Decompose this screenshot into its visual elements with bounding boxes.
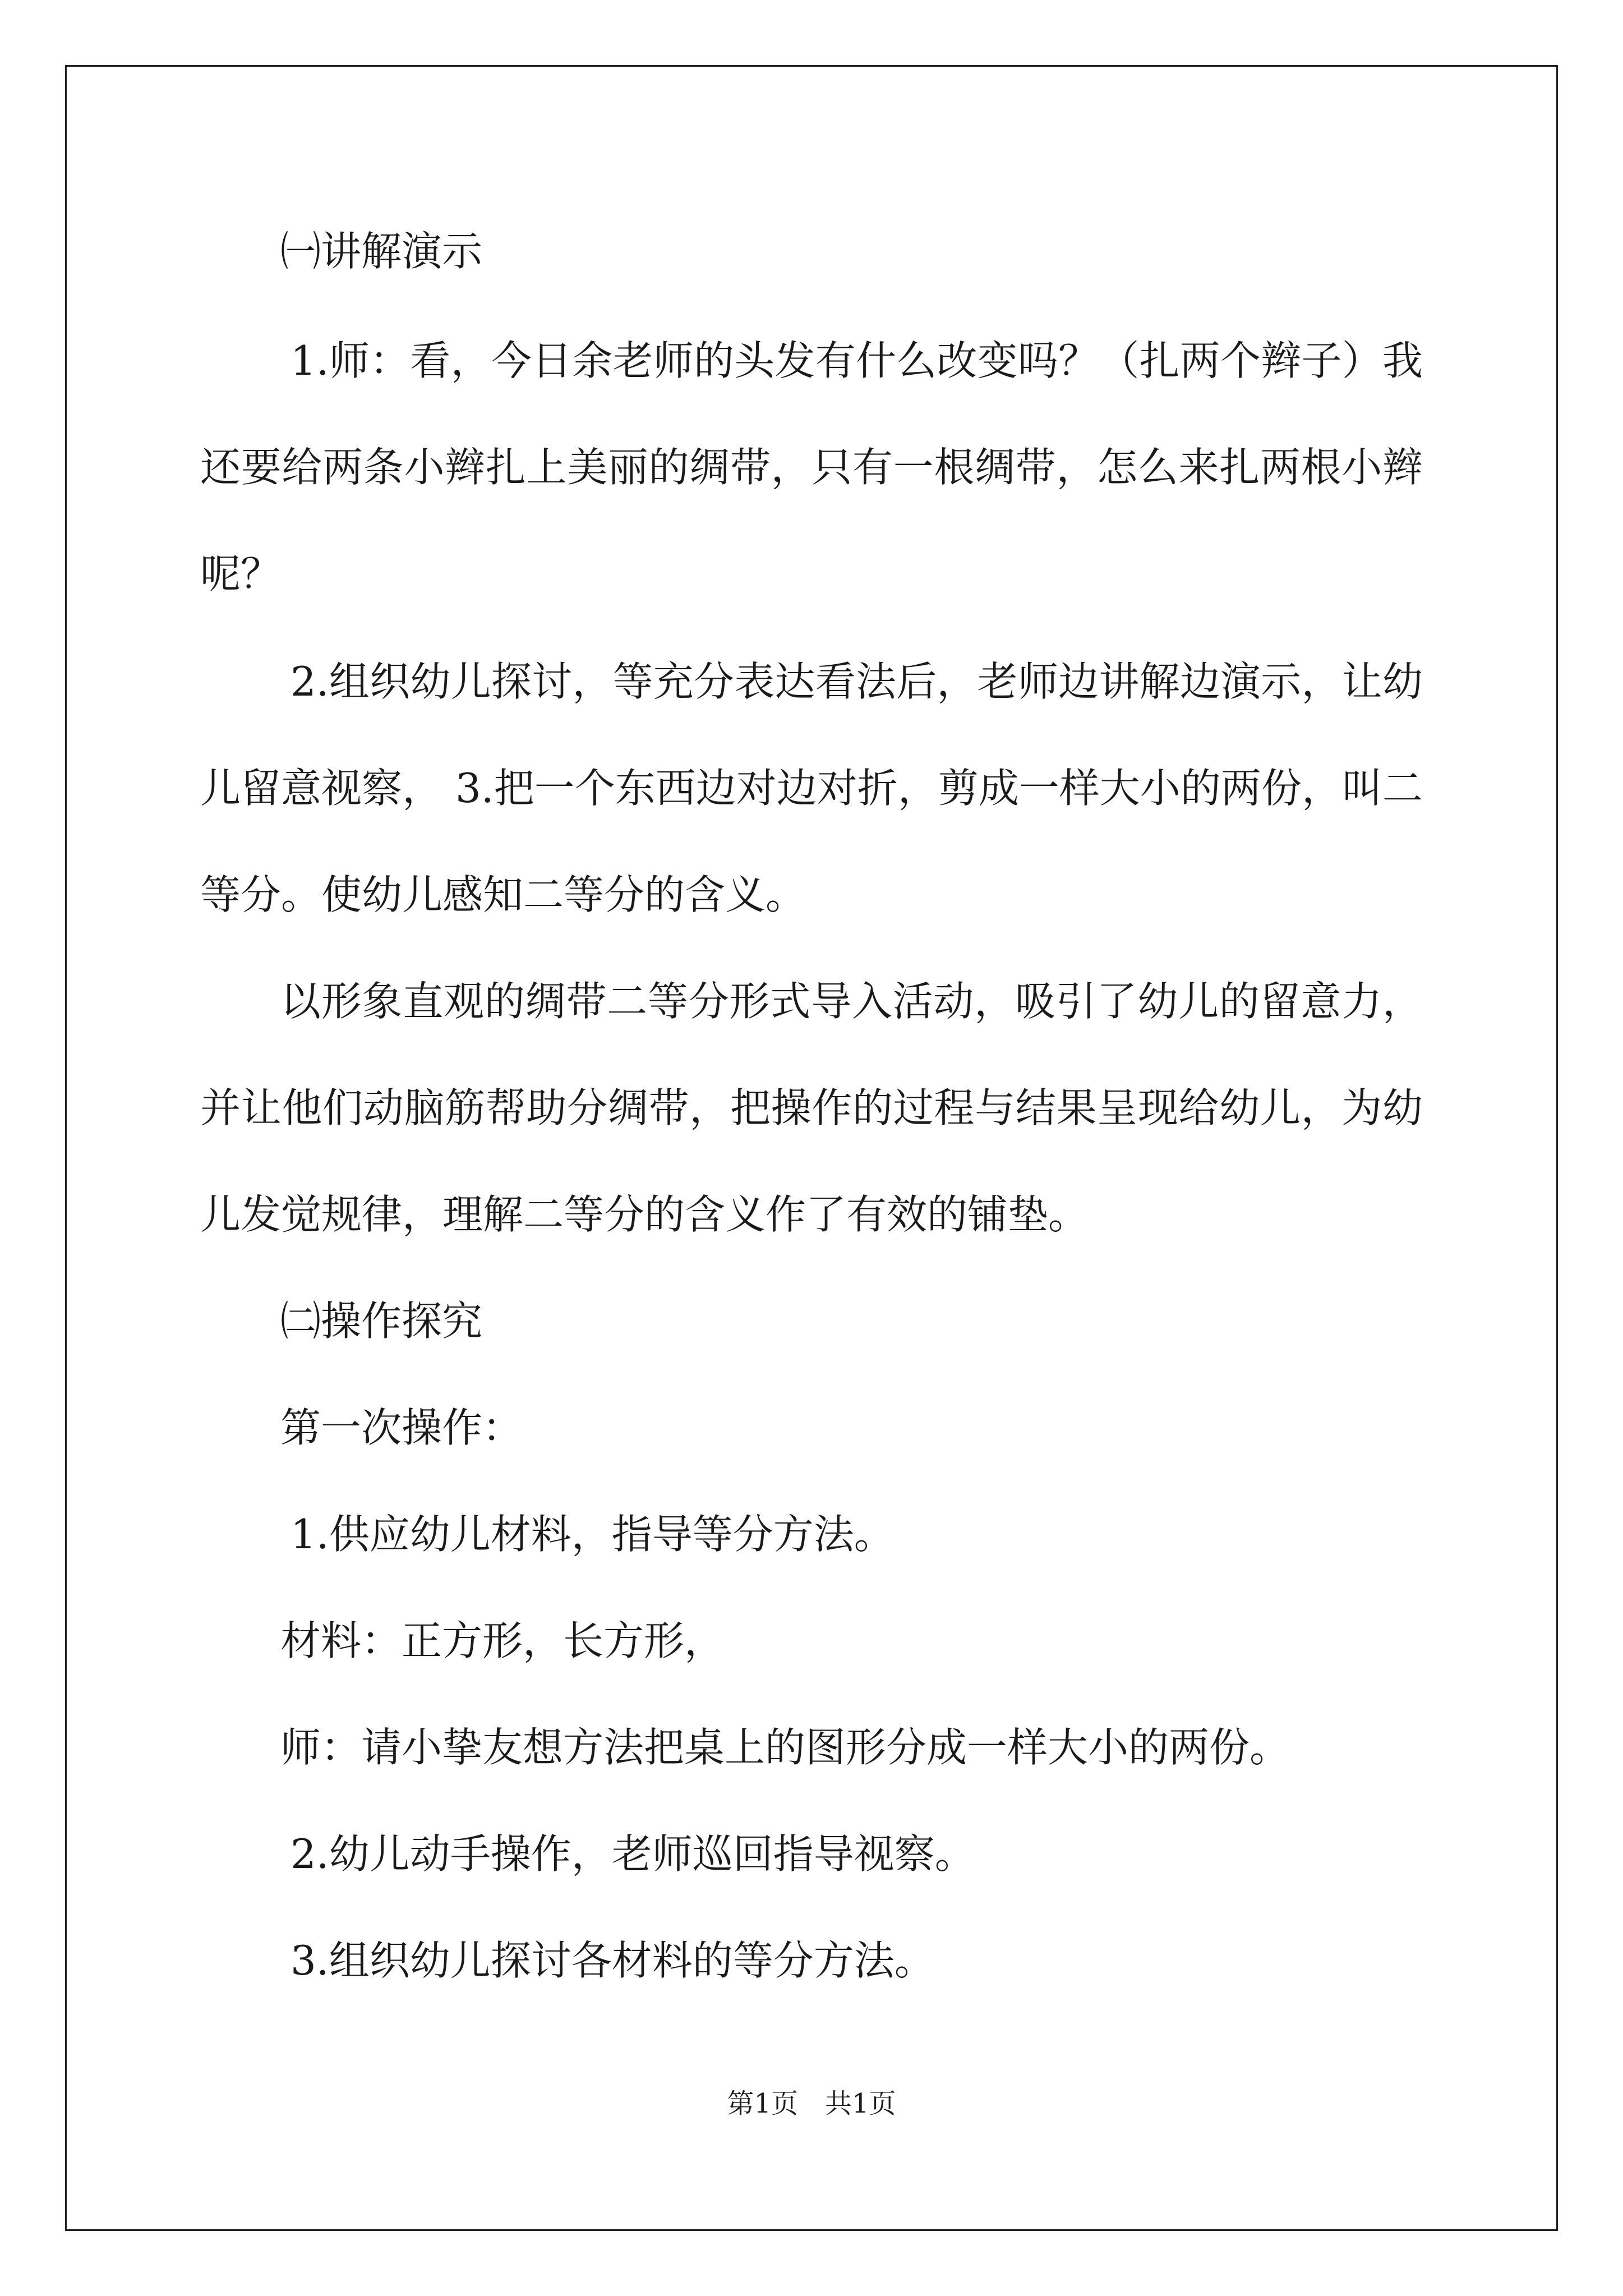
page-number-footer: 第1页 共1页 bbox=[727, 2088, 896, 2119]
paragraph-line: 以形象直观的绸带二等分形式导入活动，吸引了幼儿的留意力， bbox=[280, 978, 1423, 1025]
paragraph-line: 并让他们动脑筋帮助分绸带，把操作的过程与结果呈现给幼儿，为幼 bbox=[200, 1084, 1423, 1131]
paragraph-line: 呢？ bbox=[200, 550, 282, 597]
paragraph-line: 3.组织幼儿探讨各材料的等分方法。 bbox=[291, 1937, 935, 1984]
paragraph-line: 2.组织幼儿探讨，等充分表达看法后，老师边讲解边演示，让幼 bbox=[291, 658, 1423, 705]
paragraph-line: 1.供应幼儿材料，指导等分方法。 bbox=[291, 1511, 895, 1558]
paragraph-line: 儿留意视察， 3.把一个东西边对边对折，剪成一样大小的两份，叫二 bbox=[200, 765, 1423, 812]
section-heading-1: ㈠讲解演示 bbox=[280, 228, 483, 275]
paragraph-line: 儿发觉规律，理解二等分的含义作了有效的铺垫。 bbox=[200, 1191, 1089, 1238]
paragraph-line: 1.师：看，今日余老师的头发有什么改变吗？（扎两个辫子）我 bbox=[291, 337, 1423, 384]
page-border bbox=[65, 65, 1558, 2231]
paragraph-line: 2.幼儿动手操作，老师巡回指导视察。 bbox=[291, 1830, 975, 1878]
paragraph-line: 等分。使幼儿感知二等分的含义。 bbox=[200, 871, 806, 918]
paragraph-line: 第一次操作： bbox=[280, 1404, 523, 1451]
paragraph-line: 还要给两条小辫扎上美丽的绸带，只有一根绸带，怎么来扎两根小辫 bbox=[200, 444, 1423, 491]
paragraph-line: 材料：正方形，长方形， bbox=[280, 1617, 725, 1664]
section-heading-2: ㈡操作探究 bbox=[280, 1297, 483, 1345]
paragraph-line: 师：请小挚友想方法把桌上的图形分成一样大小的两份。 bbox=[280, 1724, 1290, 1771]
